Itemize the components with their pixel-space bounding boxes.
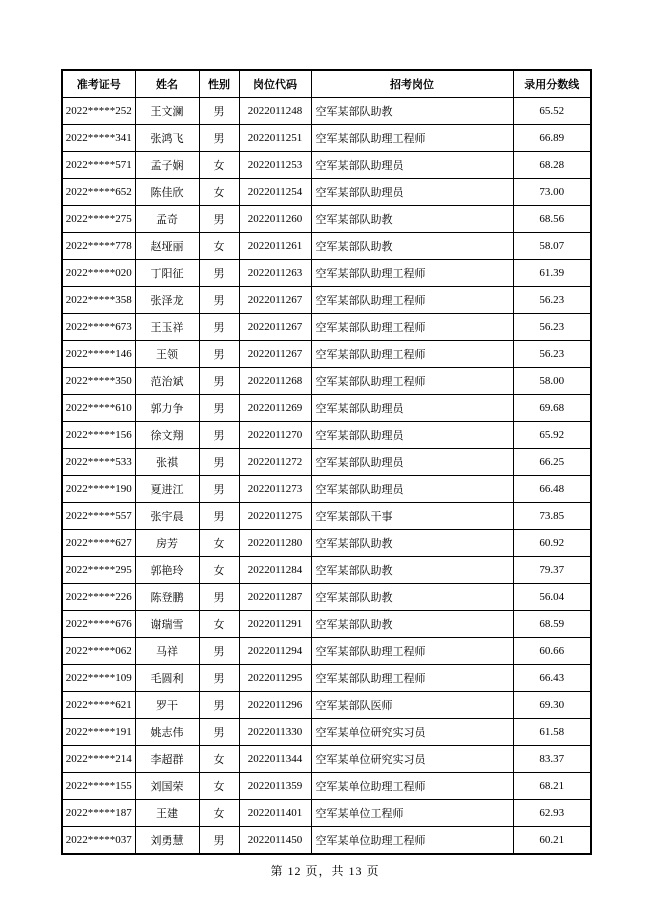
table-cell: 男 <box>199 125 239 152</box>
table-row <box>62 530 591 557</box>
table-cell: 女 <box>199 800 239 827</box>
table-row <box>62 287 591 314</box>
table-cell: 空军某部队助理员 <box>311 422 513 449</box>
table-header-cell: 岗位代码 <box>239 70 311 98</box>
table-cell: 2022011267 <box>239 287 311 314</box>
table-row <box>62 638 591 665</box>
table-cell: 2022011330 <box>239 719 311 746</box>
table-cell: 2022011296 <box>239 692 311 719</box>
page-number-footer: 第 12 页，共 13 页 <box>270 864 380 878</box>
table-cell: 夏进江 <box>135 476 199 503</box>
table-cell: 张鸿飞 <box>135 125 199 152</box>
table-cell: 56.23 <box>513 314 591 341</box>
table-cell: 李超群 <box>135 746 199 773</box>
table-cell: 2022011450 <box>239 827 311 855</box>
table-cell: 男 <box>199 314 239 341</box>
table-cell: 空军某部队助教 <box>311 98 513 125</box>
table-cell: 王建 <box>135 800 199 827</box>
table-cell: 男 <box>199 395 239 422</box>
table-row <box>62 368 591 395</box>
table-cell: 罗干 <box>135 692 199 719</box>
table-cell: 2022011268 <box>239 368 311 395</box>
table-cell: 空军某部队助理员 <box>311 179 513 206</box>
table-cell: 空军某单位助理工程师 <box>311 827 513 855</box>
table-cell: 2022*****652 <box>62 179 135 206</box>
table-row <box>62 341 591 368</box>
table-cell: 61.39 <box>513 260 591 287</box>
table-cell: 张祺 <box>135 449 199 476</box>
table-cell: 56.23 <box>513 341 591 368</box>
table-row <box>62 584 591 611</box>
table-cell: 2022*****557 <box>62 503 135 530</box>
table-cell: 张宇晨 <box>135 503 199 530</box>
table-cell: 孟子娴 <box>135 152 199 179</box>
table-cell: 丁阳征 <box>135 260 199 287</box>
table-cell: 男 <box>199 449 239 476</box>
table-cell: 2022011270 <box>239 422 311 449</box>
table-cell: 2022*****187 <box>62 800 135 827</box>
table-cell: 空军某部队助教 <box>311 530 513 557</box>
table-row <box>62 719 591 746</box>
table-cell: 空军某部队助教 <box>311 611 513 638</box>
table-cell: 2022011272 <box>239 449 311 476</box>
table-cell: 王玉祥 <box>135 314 199 341</box>
table-cell: 2022011275 <box>239 503 311 530</box>
table-cell: 徐文翔 <box>135 422 199 449</box>
table-cell: 毛圆利 <box>135 665 199 692</box>
table-cell: 空军某部队助理工程师 <box>311 260 513 287</box>
table-cell: 空军某部队助理工程师 <box>311 638 513 665</box>
table-cell: 空军某部队助教 <box>311 233 513 260</box>
table-cell: 2022*****275 <box>62 206 135 233</box>
table-cell: 女 <box>199 179 239 206</box>
table-cell: 范治斌 <box>135 368 199 395</box>
table-cell: 女 <box>199 233 239 260</box>
table-cell: 2022*****109 <box>62 665 135 692</box>
table-cell: 60.21 <box>513 827 591 855</box>
table-row <box>62 152 591 179</box>
table-cell: 郭艳玲 <box>135 557 199 584</box>
table-cell: 68.21 <box>513 773 591 800</box>
table-cell: 刘勇慧 <box>135 827 199 855</box>
table-cell: 66.89 <box>513 125 591 152</box>
table-cell: 56.23 <box>513 287 591 314</box>
table-cell: 61.58 <box>513 719 591 746</box>
table-cell: 2022011359 <box>239 773 311 800</box>
table-cell: 男 <box>199 584 239 611</box>
table-cell: 男 <box>199 827 239 855</box>
table-cell: 83.37 <box>513 746 591 773</box>
table-cell: 2022*****610 <box>62 395 135 422</box>
table-cell: 男 <box>199 260 239 287</box>
table-cell: 2022*****673 <box>62 314 135 341</box>
table-cell: 马祥 <box>135 638 199 665</box>
table-cell: 66.25 <box>513 449 591 476</box>
table-cell: 孟奇 <box>135 206 199 233</box>
table-cell: 2022011248 <box>239 98 311 125</box>
table-cell: 66.48 <box>513 476 591 503</box>
table-cell: 2022*****778 <box>62 233 135 260</box>
table-cell: 68.59 <box>513 611 591 638</box>
table-cell: 空军某单位工程师 <box>311 800 513 827</box>
table-cell: 空军某部队干事 <box>311 503 513 530</box>
table-row <box>62 611 591 638</box>
table-cell: 男 <box>199 476 239 503</box>
table-cell: 2022*****676 <box>62 611 135 638</box>
table-cell: 65.92 <box>513 422 591 449</box>
table-cell: 68.56 <box>513 206 591 233</box>
table-cell: 谢瑞雪 <box>135 611 199 638</box>
table-cell: 2022*****533 <box>62 449 135 476</box>
table-row <box>62 233 591 260</box>
table-cell: 2022*****627 <box>62 530 135 557</box>
table-cell: 2022011401 <box>239 800 311 827</box>
table-cell: 女 <box>199 557 239 584</box>
table-cell: 2022011280 <box>239 530 311 557</box>
table-cell: 2022011267 <box>239 341 311 368</box>
table-cell: 2022*****020 <box>62 260 135 287</box>
table-cell: 2022*****226 <box>62 584 135 611</box>
table-cell: 男 <box>199 422 239 449</box>
admission-score-table <box>61 69 592 855</box>
table-row <box>62 449 591 476</box>
table-cell: 男 <box>199 719 239 746</box>
table-cell: 姚志伟 <box>135 719 199 746</box>
table-cell: 空军某部队助教 <box>311 584 513 611</box>
table-row <box>62 395 591 422</box>
table-cell: 男 <box>199 692 239 719</box>
table-cell: 58.00 <box>513 368 591 395</box>
table-cell: 陈登鹏 <box>135 584 199 611</box>
table-row <box>62 800 591 827</box>
table-cell: 空军某部队助理工程师 <box>311 287 513 314</box>
table-cell: 空军某单位研究实习员 <box>311 719 513 746</box>
table-header-row <box>62 70 591 98</box>
table-row <box>62 827 591 855</box>
table-cell: 2022011263 <box>239 260 311 287</box>
table-cell: 女 <box>199 746 239 773</box>
table-cell: 2022*****037 <box>62 827 135 855</box>
table-cell: 2022*****156 <box>62 422 135 449</box>
table-cell: 2022011267 <box>239 314 311 341</box>
table-cell: 56.04 <box>513 584 591 611</box>
table-header-cell: 姓名 <box>135 70 199 98</box>
table-row <box>62 314 591 341</box>
table-cell: 62.93 <box>513 800 591 827</box>
table-header-cell: 准考证号 <box>62 70 135 98</box>
table-row <box>62 476 591 503</box>
table-cell: 2022*****062 <box>62 638 135 665</box>
table-cell: 60.66 <box>513 638 591 665</box>
table-cell: 房芳 <box>135 530 199 557</box>
table-cell: 66.43 <box>513 665 591 692</box>
table-cell: 赵垭丽 <box>135 233 199 260</box>
table-cell: 空军某部队助教 <box>311 557 513 584</box>
table-cell: 空军某部队助理员 <box>311 152 513 179</box>
table-cell: 73.85 <box>513 503 591 530</box>
table-cell: 王领 <box>135 341 199 368</box>
table-row <box>62 260 591 287</box>
table-cell: 2022*****621 <box>62 692 135 719</box>
table-cell: 女 <box>199 530 239 557</box>
table-cell: 空军某部队助理工程师 <box>311 125 513 152</box>
table-cell: 60.92 <box>513 530 591 557</box>
table-cell: 58.07 <box>513 233 591 260</box>
table-cell: 空军某部队医师 <box>311 692 513 719</box>
table-cell: 空军某部队助理员 <box>311 449 513 476</box>
table-header-cell: 录用分数线 <box>513 70 591 98</box>
table-row <box>62 98 591 125</box>
table-cell: 空军某部队助理员 <box>311 395 513 422</box>
table-row <box>62 422 591 449</box>
table-row <box>62 746 591 773</box>
table-cell: 79.37 <box>513 557 591 584</box>
table-cell: 空军某单位助理工程师 <box>311 773 513 800</box>
table-cell: 空军某部队助理员 <box>311 476 513 503</box>
table-row <box>62 206 591 233</box>
table-cell: 男 <box>199 206 239 233</box>
table-cell: 女 <box>199 152 239 179</box>
table-cell: 2022011254 <box>239 179 311 206</box>
table-cell: 郭力争 <box>135 395 199 422</box>
table-cell: 女 <box>199 773 239 800</box>
table-row <box>62 773 591 800</box>
table-cell: 空军某部队助理工程师 <box>311 368 513 395</box>
table-cell: 2022011295 <box>239 665 311 692</box>
table-row <box>62 179 591 206</box>
table-cell: 2022011269 <box>239 395 311 422</box>
table-cell: 空军某单位研究实习员 <box>311 746 513 773</box>
table-cell: 空军某部队助理工程师 <box>311 341 513 368</box>
table-cell: 65.52 <box>513 98 591 125</box>
table-cell: 2022*****341 <box>62 125 135 152</box>
table-header-cell: 招考岗位 <box>311 70 513 98</box>
table-cell: 刘国荣 <box>135 773 199 800</box>
table-cell: 男 <box>199 503 239 530</box>
table-cell: 2022*****191 <box>62 719 135 746</box>
table-cell: 2022*****571 <box>62 152 135 179</box>
table-row <box>62 503 591 530</box>
table-cell: 2022011260 <box>239 206 311 233</box>
table-row <box>62 557 591 584</box>
table-cell: 2022*****155 <box>62 773 135 800</box>
table-cell: 空军某部队助教 <box>311 206 513 233</box>
table-cell: 男 <box>199 287 239 314</box>
table-cell: 2022011294 <box>239 638 311 665</box>
table-cell: 空军某部队助理工程师 <box>311 314 513 341</box>
table-cell: 女 <box>199 611 239 638</box>
table-cell: 2022011287 <box>239 584 311 611</box>
table-cell: 69.30 <box>513 692 591 719</box>
table-cell: 空军某部队助理工程师 <box>311 665 513 692</box>
table-cell: 2022*****214 <box>62 746 135 773</box>
table-cell: 2022011291 <box>239 611 311 638</box>
table-cell: 2022*****252 <box>62 98 135 125</box>
table-cell: 2022*****295 <box>62 557 135 584</box>
table-cell: 68.28 <box>513 152 591 179</box>
table-cell: 2022011261 <box>239 233 311 260</box>
table-cell: 张泽龙 <box>135 287 199 314</box>
table-cell: 王文澜 <box>135 98 199 125</box>
table-cell: 男 <box>199 665 239 692</box>
table-cell: 2022*****146 <box>62 341 135 368</box>
table-header-cell: 性别 <box>199 70 239 98</box>
table-cell: 陈佳欣 <box>135 179 199 206</box>
table-cell: 男 <box>199 368 239 395</box>
table-cell: 2022*****350 <box>62 368 135 395</box>
table-row <box>62 125 591 152</box>
table-cell: 男 <box>199 341 239 368</box>
table-cell: 2022011251 <box>239 125 311 152</box>
table-cell: 2022011253 <box>239 152 311 179</box>
table-cell: 2022011284 <box>239 557 311 584</box>
table-body <box>62 98 591 855</box>
table-cell: 73.00 <box>513 179 591 206</box>
table-cell: 2022011273 <box>239 476 311 503</box>
table-cell: 男 <box>199 98 239 125</box>
table-row <box>62 692 591 719</box>
table-cell: 2022*****358 <box>62 287 135 314</box>
table-cell: 2022011344 <box>239 746 311 773</box>
table-cell: 男 <box>199 638 239 665</box>
table-row <box>62 665 591 692</box>
table-cell: 2022*****190 <box>62 476 135 503</box>
table-cell: 69.68 <box>513 395 591 422</box>
